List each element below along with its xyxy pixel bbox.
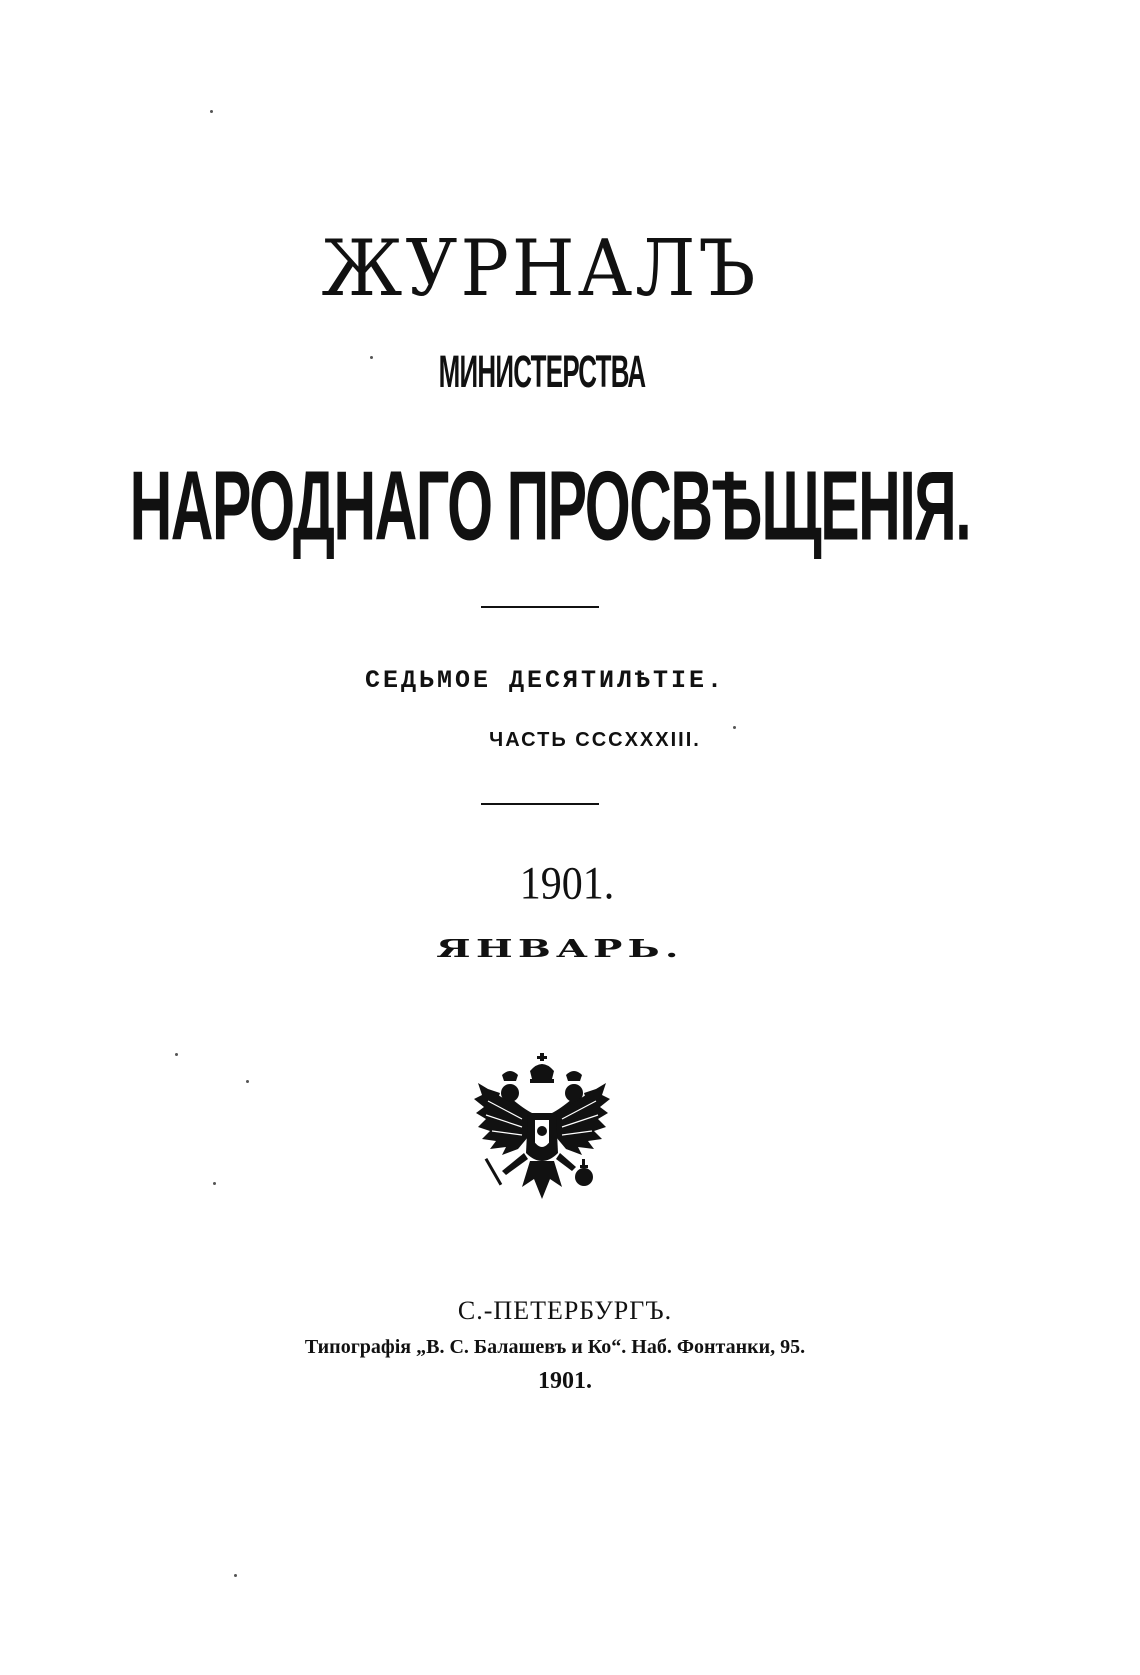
- imprint-year: 1901.: [538, 1368, 592, 1394]
- scan-speck: [733, 726, 736, 729]
- enlightenment-title: НАРОДНАГО ПРОСВѢЩЕНІЯ.: [129, 451, 971, 561]
- scan-speck: [210, 110, 213, 113]
- divider-rule: [481, 606, 599, 608]
- part-number: ЧАСТЬ CCCXXXIII.: [489, 729, 701, 751]
- scan-speck: [234, 1574, 237, 1577]
- imprint-printer: Типографія „В. С. Балашевъ и Ко“. Наб. Фонтанки, 95.: [304, 1336, 806, 1358]
- scan-speck: [213, 1182, 216, 1185]
- issue-year: 1901.: [519, 858, 615, 910]
- imprint-city: С.-ПЕТЕРБУРГЪ.: [457, 1296, 673, 1325]
- journal-title: ЖУРНАЛЪ: [321, 222, 759, 314]
- scan-speck: [175, 1053, 178, 1056]
- ministry-title: МИНИСТЕРСТВА: [438, 345, 646, 397]
- decade-label: СЕДЬМОЕ ДЕСЯТИЛѢТІЕ.: [364, 666, 726, 695]
- divider-rule: [481, 803, 599, 805]
- scan-speck: [370, 356, 373, 359]
- scan-speck: [246, 1080, 249, 1083]
- issue-month: ЯНВАРЬ.: [436, 935, 684, 964]
- double-headed-eagle-icon: [472, 1053, 612, 1208]
